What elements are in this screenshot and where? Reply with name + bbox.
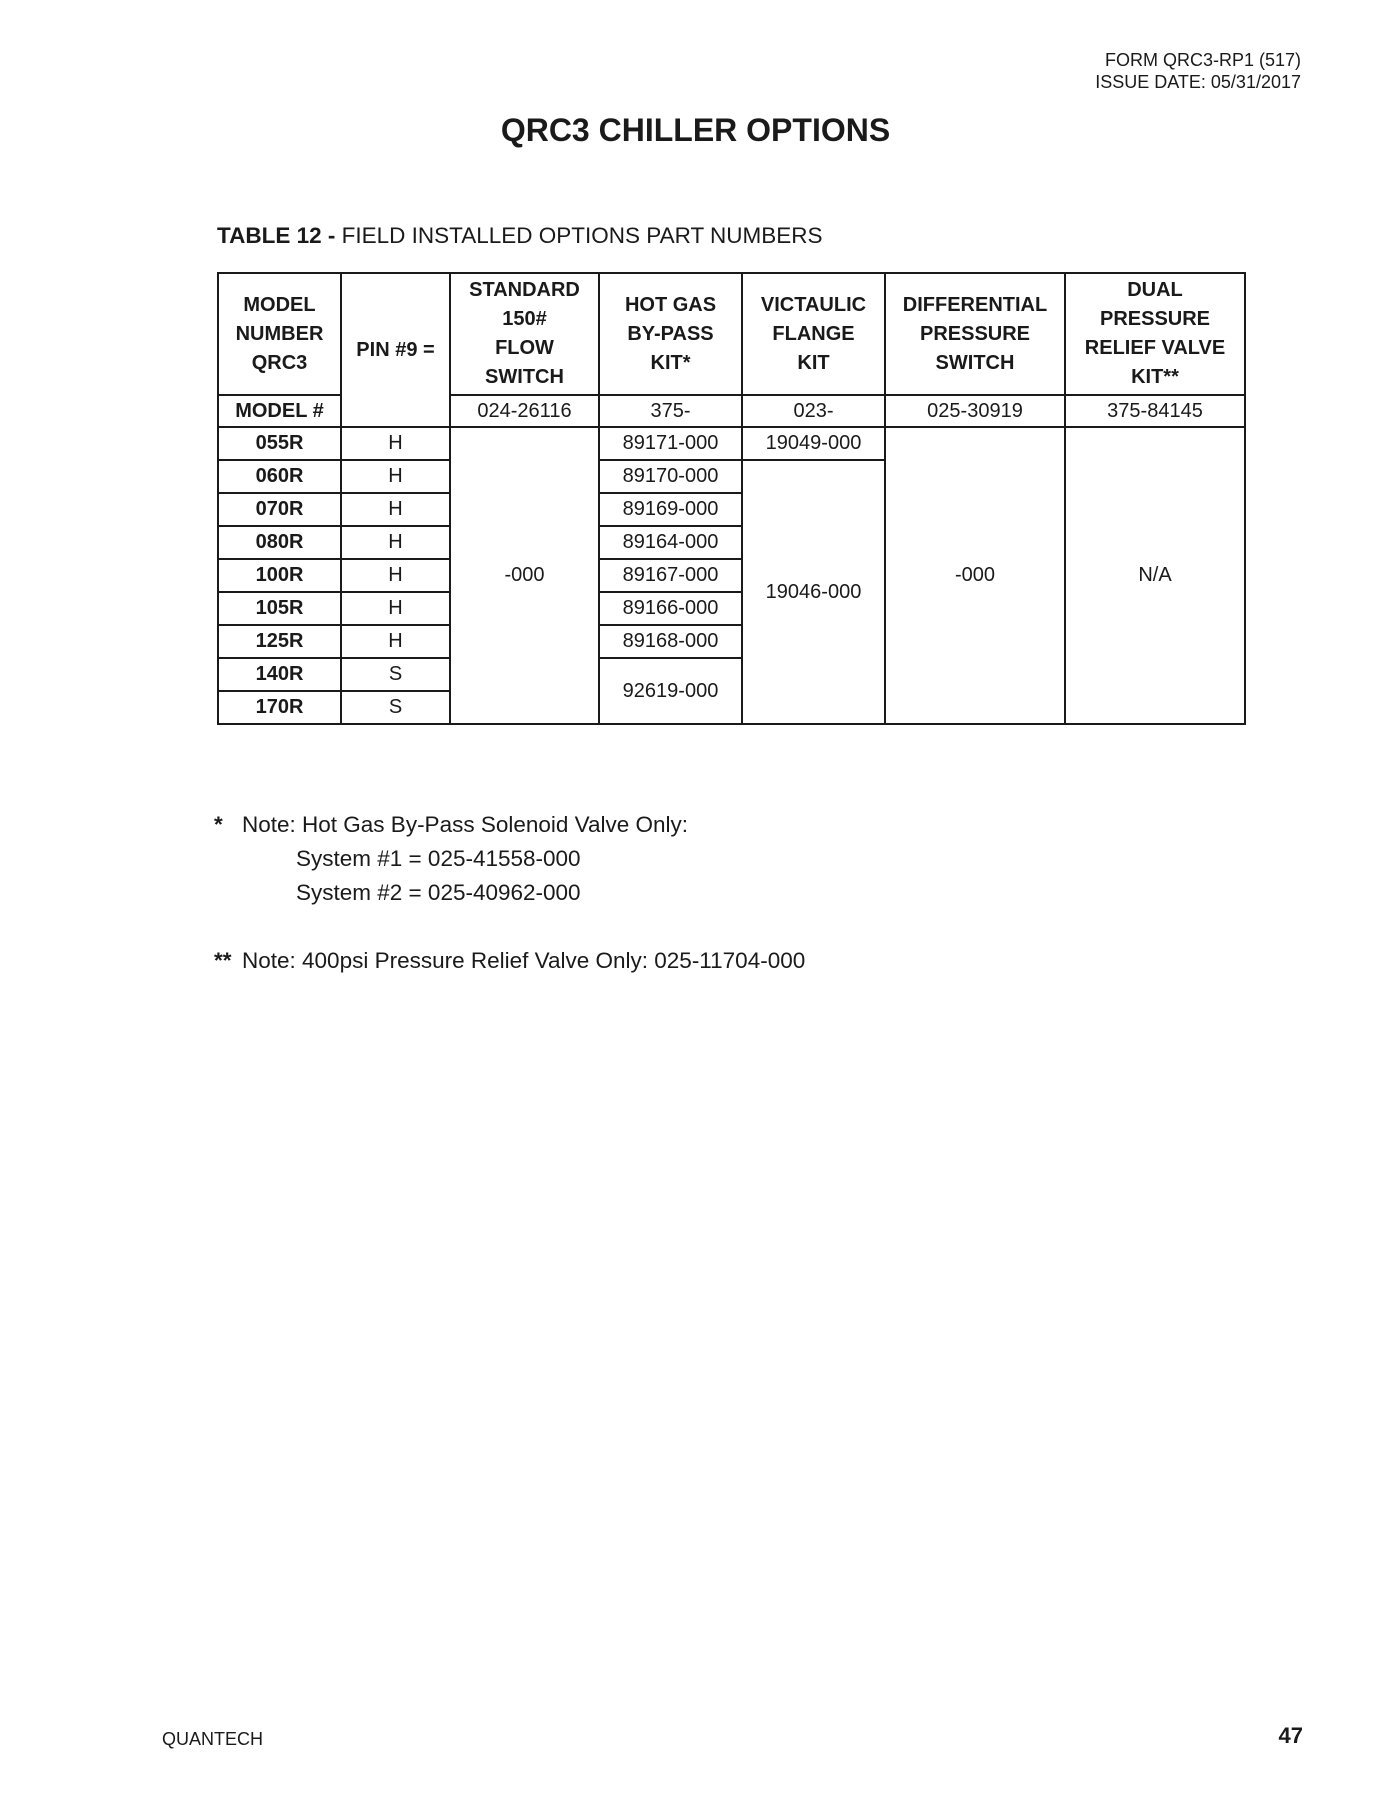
header-row bbox=[218, 273, 1245, 395]
hot-gas-cell: 89166-000 bbox=[599, 592, 742, 625]
table-number: TABLE 12 - bbox=[217, 223, 336, 248]
model-cell: 070R bbox=[218, 493, 341, 526]
note-system-2: System #2 = 025-40962-000 bbox=[296, 880, 581, 905]
header-flow-switch: STANDARD 150# FLOW SWITCH bbox=[450, 273, 599, 395]
model-cell: 080R bbox=[218, 526, 341, 559]
note-text: Note: Hot Gas By-Pass Solenoid Valve Only: bbox=[242, 812, 689, 837]
pin-cell: H bbox=[341, 493, 450, 526]
hot-gas-cell: 89170-000 bbox=[599, 460, 742, 493]
dual-relief-cell: N/A bbox=[1065, 427, 1245, 724]
pin-cell: H bbox=[341, 625, 450, 658]
flow-switch-prefix: 024-26116 bbox=[450, 395, 599, 427]
pin-cell: S bbox=[341, 691, 450, 724]
pin-cell: H bbox=[341, 427, 450, 460]
hot-gas-cell: 89169-000 bbox=[599, 493, 742, 526]
hot-gas-cell: 89168-000 bbox=[599, 625, 742, 658]
issue-date: ISSUE DATE: 05/31/2017 bbox=[1095, 72, 1301, 92]
hot-gas-cell: 89167-000 bbox=[599, 559, 742, 592]
header-model-number: MODEL NUMBER QRC3 bbox=[218, 273, 341, 395]
pin-cell: S bbox=[341, 658, 450, 691]
model-prefix-label: MODEL # bbox=[218, 395, 341, 427]
header-pin: PIN #9 = bbox=[341, 273, 450, 427]
hot-gas-cell: 89164-000 bbox=[599, 526, 742, 559]
form-number: FORM QRC3-RP1 (517) bbox=[1104, 50, 1301, 70]
hot-gas-cell: 92619-000 bbox=[599, 658, 742, 724]
header-victaulic: VICTAULIC FLANGE KIT bbox=[742, 273, 885, 395]
hot-gas-cell: 89171-000 bbox=[599, 427, 742, 460]
header-differential: DIFFERENTIAL PRESSURE SWITCH bbox=[885, 273, 1065, 395]
page-title: QRC3 CHILLER OPTIONS bbox=[500, 112, 891, 148]
note-hot-gas bbox=[214, 808, 805, 842]
note-relief-valve bbox=[214, 944, 805, 978]
victaulic-cell: 19046-000 bbox=[742, 460, 885, 724]
differential-prefix: 025-30919 bbox=[885, 395, 1065, 427]
model-cell: 060R bbox=[218, 460, 341, 493]
note-system-1: System #1 = 025-41558-000 bbox=[296, 846, 581, 871]
table-title: FIELD INSTALLED OPTIONS PART NUMBERS bbox=[335, 223, 823, 248]
pin-cell: H bbox=[341, 559, 450, 592]
page-number: 47 bbox=[1278, 1723, 1303, 1748]
model-cell: 125R bbox=[218, 625, 341, 658]
table-row bbox=[218, 427, 1245, 460]
model-cell: 105R bbox=[218, 592, 341, 625]
model-cell: 140R bbox=[218, 658, 341, 691]
victaulic-prefix: 023- bbox=[742, 395, 885, 427]
model-cell: 100R bbox=[218, 559, 341, 592]
form-info bbox=[1095, 49, 1301, 93]
model-cell: 170R bbox=[218, 691, 341, 724]
note-marker: * bbox=[214, 812, 223, 837]
dual-relief-prefix: 375-84145 bbox=[1065, 395, 1245, 427]
header-hot-gas: HOT GAS BY-PASS KIT* bbox=[599, 273, 742, 395]
model-cell: 055R bbox=[218, 427, 341, 460]
note-text: Note: 400psi Pressure Relief Valve Only: 025-11704-000 bbox=[242, 948, 806, 973]
pin-cell: H bbox=[341, 592, 450, 625]
note-marker: ** bbox=[214, 948, 232, 973]
notes bbox=[214, 808, 805, 978]
pin-cell: H bbox=[341, 460, 450, 493]
header-dual-relief: DUAL PRESSURE RELIEF VALVE KIT** bbox=[1065, 273, 1245, 395]
table-caption bbox=[217, 223, 823, 249]
pin-cell: H bbox=[341, 526, 450, 559]
differential-cell: -000 bbox=[885, 427, 1065, 724]
flow-switch-cell: -000 bbox=[450, 427, 599, 724]
options-table bbox=[217, 272, 1246, 725]
victaulic-cell: 19049-000 bbox=[742, 427, 885, 460]
hot-gas-prefix: 375- bbox=[599, 395, 742, 427]
footer-brand: QUANTECH bbox=[162, 1729, 264, 1749]
